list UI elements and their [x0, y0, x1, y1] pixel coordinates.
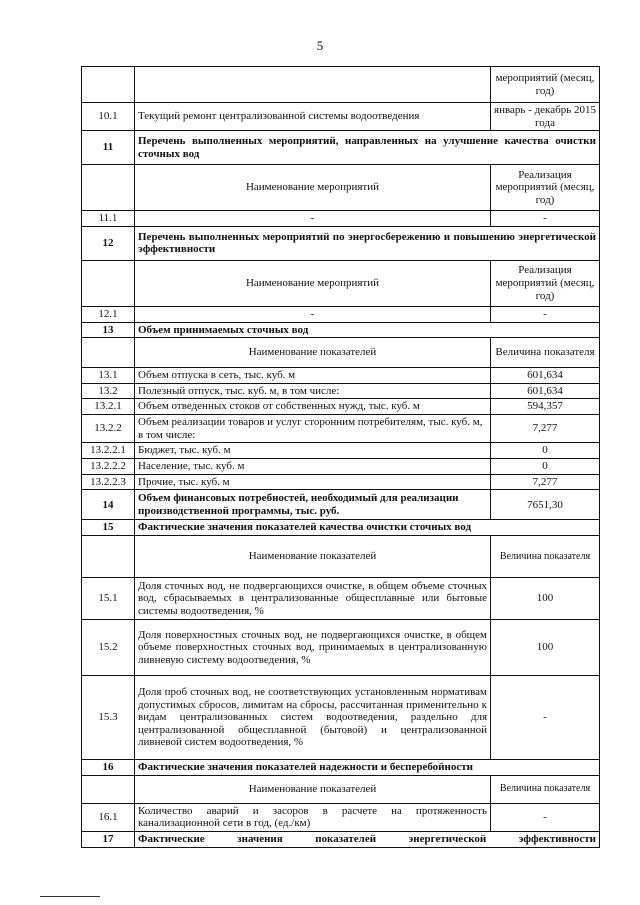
section-title: Объем финансовых потребностей, необходимый для реализации производственной программы, тыс. руб.	[135, 490, 491, 520]
row-number: 13.2.2	[82, 415, 135, 443]
table-row	[82, 459, 600, 475]
table-row	[82, 803, 600, 831]
section-number: 16	[82, 759, 135, 775]
row-number: 15.1	[82, 577, 135, 619]
row-name: Бюджет, тыс. куб. м	[135, 443, 491, 459]
row-value: -	[491, 306, 600, 322]
row-name: Объем отпуска в сеть, тыс. куб. м	[135, 368, 491, 384]
row-value: 7,277	[491, 474, 600, 490]
column-header-name: Наименование мероприятий	[135, 165, 491, 211]
row-number: 13.2	[82, 383, 135, 399]
row-value: 601,634	[491, 368, 600, 384]
column-header-name: Наименование мероприятий	[135, 260, 491, 306]
row-name: Доля поверхностных сточных вод, не подвергающихся очистке, в общем объеме поверхностных сточных вод, принимаемых в централизованную ливневую систему водоотведения, %	[135, 619, 491, 675]
row-value: -	[491, 675, 600, 759]
section-row	[82, 226, 600, 260]
section-title: Перечень выполненных мероприятий, направленных на улучшение качества очистки сточных вод	[135, 131, 600, 165]
column-header-value: Реализация мероприятий (месяц, год)	[491, 260, 600, 306]
table-row	[82, 474, 600, 490]
section-row	[82, 131, 600, 165]
table-row	[82, 577, 600, 619]
row-name: Доля проб сточных вод, не соответствующих установленным нормативам допустимых сбросов, лимитам на сбросы, рассчитанная применительно к видам централизованных систем водоотведения, раздельно для централизованной общесплавной (бытовой) и централизованной ливневой систем водоотведения, %	[135, 675, 491, 759]
row-number: 15.3	[82, 675, 135, 759]
section-number: 11	[82, 131, 135, 165]
section-number: 17	[82, 831, 135, 847]
table-row	[82, 67, 600, 103]
section-number: 15	[82, 520, 135, 536]
column-header-value: Реализация мероприятий (месяц, год)	[491, 165, 600, 211]
row-name: Прочие, тыс. куб. м	[135, 474, 491, 490]
row-name: Количество аварий и засоров в расчете на протяженность канализационной сети в год, (ед./км)	[135, 803, 491, 831]
row-name: Доля сточных вод, не подвергающихся очистке, в общем объеме сточных вод, сбрасываемых в централизованные общесплавные или бытовые системы водоотведения, %	[135, 577, 491, 619]
row-value: 7,277	[491, 415, 600, 443]
row-value: 100	[491, 619, 600, 675]
section-title: Фактические значения показателей энергетической эффективности	[135, 831, 600, 847]
column-header-name: Наименование показателей	[135, 338, 491, 368]
row-number: 10.1	[82, 103, 135, 131]
table-row	[82, 383, 600, 399]
row-number: 13.2.2.2	[82, 459, 135, 475]
header-row	[82, 338, 600, 368]
row-name: Объем отведенных стоков от собственных нужд, тыс. куб. м	[135, 399, 491, 415]
row-value: 0	[491, 443, 600, 459]
column-header-value: Величина показателя	[491, 535, 600, 577]
header-row	[82, 260, 600, 306]
row-value: 594,357	[491, 399, 600, 415]
section-title: Фактические значения показателей качества очистки сточных вод	[135, 520, 600, 536]
row-number: 13.2.2.3	[82, 474, 135, 490]
column-header-name: Наименование показателей	[135, 535, 491, 577]
row-number: 13.2.2.1	[82, 443, 135, 459]
row-number: 13.1	[82, 368, 135, 384]
header-row	[82, 775, 600, 803]
table-row	[82, 368, 600, 384]
section-number: 12	[82, 226, 135, 260]
table-row	[82, 211, 600, 227]
row-value: -	[491, 211, 600, 227]
row-value: январь - декабрь 2015 года	[491, 103, 600, 131]
table-row	[82, 399, 600, 415]
row-name: Текущий ремонт централизованной системы водоотведения	[135, 103, 491, 131]
row-number: 16.1	[82, 803, 135, 831]
row-name: Объем реализации товаров и услуг сторонним потребителям, тыс. куб. м, в том числе:	[135, 415, 491, 443]
section-title: Перечень выполненных мероприятий по энергосбережению и повышению энергетической эффективности	[135, 226, 600, 260]
section-row	[82, 490, 600, 520]
table-row	[82, 103, 600, 131]
table-row	[82, 306, 600, 322]
row-value: 100	[491, 577, 600, 619]
row-number: 12.1	[82, 306, 135, 322]
header-row	[82, 535, 600, 577]
row-number: 15.2	[82, 619, 135, 675]
row-name: -	[135, 211, 491, 227]
column-header-name: Наименование показателей	[135, 775, 491, 803]
column-header-value: Величина показателя	[491, 338, 600, 368]
row-name: -	[135, 306, 491, 322]
row-value: 7651,30	[491, 490, 600, 520]
section-title: Объем принимаемых сточных вод	[135, 322, 600, 338]
row-value: -	[491, 803, 600, 831]
row-number: 11.1	[82, 211, 135, 227]
row-number: 13.2.1	[82, 399, 135, 415]
section-row	[82, 831, 600, 847]
section-number: 14	[82, 490, 135, 520]
value-cell: мероприятий (месяц, год)	[491, 67, 600, 103]
section-row	[82, 322, 600, 338]
table-row	[82, 415, 600, 443]
table-row	[82, 619, 600, 675]
footer-rule	[40, 896, 100, 897]
row-value: 601,634	[491, 383, 600, 399]
page-number: 5	[316, 38, 324, 53]
table-row	[82, 675, 600, 759]
section-title: Фактические значения показателей надежности и бесперебойности	[135, 759, 600, 775]
header-row	[82, 165, 600, 211]
column-header-value: Величина показателя	[491, 775, 600, 803]
section-number: 13	[82, 322, 135, 338]
row-value: 0	[491, 459, 600, 475]
report-table	[81, 66, 600, 848]
table-row	[82, 443, 600, 459]
section-row	[82, 759, 600, 775]
row-name: Полезный отпуск, тыс. куб. м, в том числе:	[135, 383, 491, 399]
row-name: Население, тыс. куб. м	[135, 459, 491, 475]
section-row	[82, 520, 600, 536]
